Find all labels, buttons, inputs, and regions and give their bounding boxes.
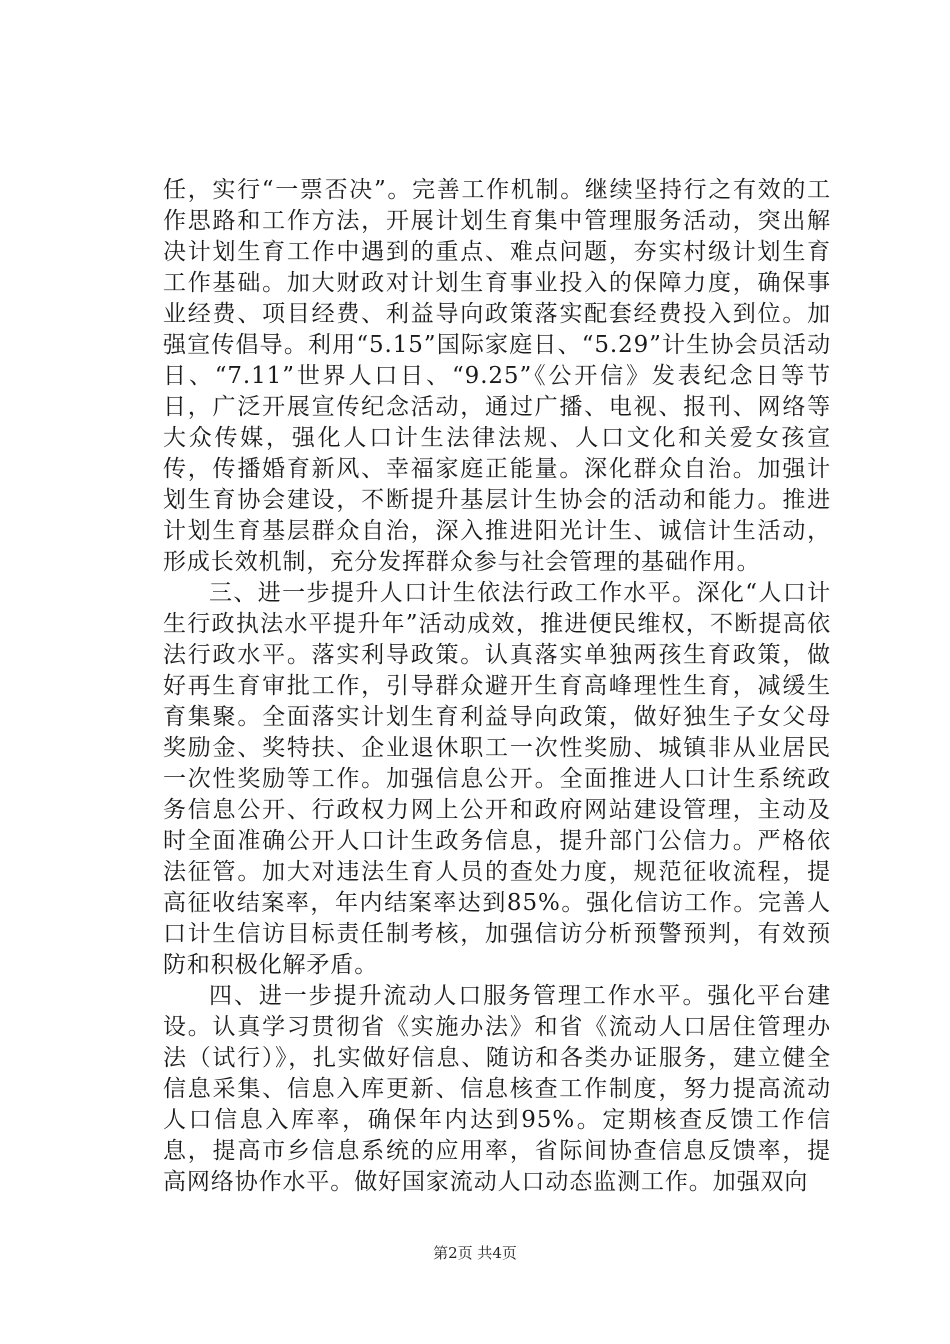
paragraph-section-three: 三、进一步提升人口计生依法行政工作水平。深化“人口计生行政执法水平提升年”活动成效，推进便民维权，不断提高依法行政水平。落实利导政策。认真落实单独两孩生育政策，做好再生育审批工作，引导群众避开生育高峰理性生育，减缓生育集聚。全面落实计划生育利益导向政策，做好独生子女父母奖励金、奖特扶、企业退休职工一次性奖励、城镇非从业居民一次性奖励等工作。加强信息公开。全面推进人口计生系统政务信息公开、行政权力网上公开和政府网站建设管理，主动及时全面准确公开人口计生政务信息，提升部门公信力。严格依法征管。加大对违法生育人员的查处力度，规范征收流程，提高征收结案率，年内结案率达到85%。强化信访工作。完善人口计生信访目标责任制考核，加强信访分析预警预判，有效预防和积极化解矛盾。 xyxy=(163,580,831,978)
page-number-label: 第2页 共4页 xyxy=(433,1244,517,1262)
page-footer xyxy=(0,1242,950,1263)
document-body xyxy=(163,175,831,1198)
paragraph-continuation: 任，实行“一票否决”。完善工作机制。继续坚持行之有效的工作思路和工作方法，开展计划生育集中管理服务活动，突出解决计划生育工作中遇到的重点、难点问题，夯实村级计划生育工作基础。加大财政对计划生育事业投入的保障力度，确保事业经费、项目经费、利益导向政策落实配套经费投入到位。加强宣传倡导。利用“5.15”国际家庭日、“5.29”计生协会员活动日、“7.11”世界人口日、“9.25”《公开信》发表纪念日等节日，广泛开展宣传纪念活动，通过广播、电视、报刊、网络等大众传媒，强化人口计生法律法规、人口文化和关爱女孩宣传，传播婚育新风、幸福家庭正能量。深化群众自治。加强计划生育协会建设，不断提升基层计生协会的活动和能力。推进计划生育基层群众自治，深入推进阳光计生、诚信计生活动，形成长效机制，充分发挥群众参与社会管理的基础作用。 xyxy=(163,177,831,575)
paragraph-section-four: 四、进一步提升流动人口服务管理工作水平。强化平台建设。认真学习贯彻省《实施办法》和省《流动人口居住管理办法（试行）》，扎实做好信息、随访和各类办证服务，建立健全信息采集、信息入库更新、信息核查工作制度，努力提高流动人口信息入库率，确保年内达到95%。定期核查反馈工作信息，提高市乡信息系统的应用率，省际间协查信息反馈率，提高网络协作水平。做好国家流动人口动态监测工作。加强双向 xyxy=(163,983,831,1195)
